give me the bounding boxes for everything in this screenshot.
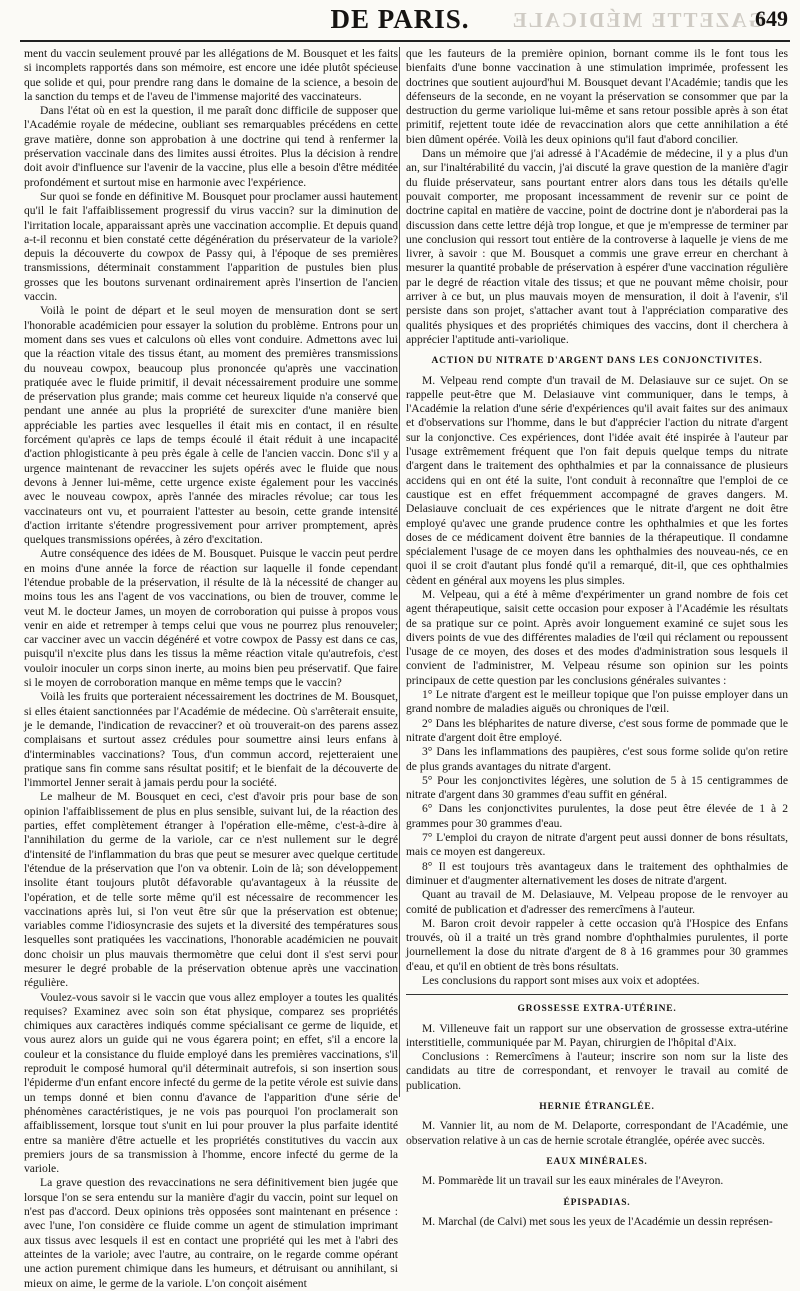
paragraph: Voilà les fruits que porteraient nécessairement les doctrines de M. Bousquet, si elles étaient sanctionnées par l'Académie de médecine. Où s'arrêterait ensuite, je le demande, l'indication de revacciner? et où trouverait-on des parens assez complaisans et surtout assez crédules pour soumettre ainsi leurs enfans à d'interminables vaccinations? Tous, d'un commun accord, rejetteraient une pratique sans fin comme sans résultat positif; et le bienfait de la découverte de l'immortel Jenner serait à jamais perdu pour la société. [24,690,398,790]
conclusion-item: 1° Le nitrate d'argent est le meilleur topique que l'on puisse employer dans un grand nombre de maladies aiguës ou chroniques de l'œil. [406,688,788,716]
paragraph: M. Vannier lit, au nom de M. Delaporte, correspondant de l'Académie, une observation relative à un cas de hernie scrotale étranglée, opérée avec succès. [406,1119,788,1147]
left-column [24,47,398,1290]
column-separator [399,47,400,1097]
section-heading-eaux: EAUX MINÉRALES. [546,1156,648,1167]
bleed-through-text: GAZETTE MÉDICALE [510,8,765,32]
conclusion-item: 5° Pour les conjonctivites légères, une solution de 5 à 15 centigrammes de nitrate d'argent dans 30 grammes d'eau suffit en général. [406,773,788,802]
paragraph: Autre conséquence des idées de M. Bousquet. Puisque le vaccin peut perdre en moins d'une année la force de réaction sur laquelle il fonde cependant l'étendue probable de la préservation, il résulte de là la nécessité de changer au moins tous les ans l'agent de vos vaccinations, ou bien de trouver, comme le veut M. le docteur James, un moyen de corroboration qui puisse à propos vous venir en aide et retremper à temps celui que vous ne pourrez plus renouveler; car vacciner avec un vaccin dégénéré et votre cowpox de Passy est dans ce cas, puisqu'il n'excite plus dans les tissus la même réaction vitale qu'autrefois, c'est vouloir inoculer un corps sinon inerte, au moins bien peu préservatif. Que faire si le moyen de corroboration manque en même temps que le vaccin? [24,547,398,690]
paragraph: Quant au travail de M. Delasiauve, M. Velpeau propose de le renvoyer au comité de publication et d'adresser des remercîmens à l'auteur. [406,888,788,916]
page-title: DE PARIS. [330,4,470,34]
conclusion-item: 6° Dans les conjonctivites purulentes, la dose peut être élevée de 1 à 2 grammes pour 30 grammes d'eau. [406,802,788,830]
paragraph: M. Velpeau, qui a été à même d'expérimenter un grand nombre de fois cet agent thérapeutique, saisit cette occasion pour exposer à l'Académie les résultats de sa pratique sur ce point. Après avoir longuement examiné ce sujet sous les divers points de vue des différentes maladies de l'œil qui réclament ou repoussent l'usage de ce moyen, des doses et des modes d'administration sous lesquels il convient de l'administrer, M. Velpeau résume son opinion sur les points principaux de cette question par les conclusions générales suivantes : [406,587,788,687]
conclusion-item: 2° Dans les blépharites de nature diverse, c'est sous forme de pommade que le nitrate d'argent doit être employé. [406,716,788,744]
section-heading-hernie: HERNIE ÉTRANGLÉE. [539,1102,655,1113]
paragraph: La grave question des revaccinations ne sera définitivement bien jugée que lorsque l'on se sera entendu sur la manière d'agir du vaccin, point sur lequel on n'est pas d'accord. Deux opinions très opposées sont maintenant en présence : avec l'une, l'on considère ce fluide comme un agent de stimulation imprimant aux tissus avec lesquels il est en contact une propriété qui les met à l'abri des atteintes de la variole; avec l'autre, au contraire, on le regarde comme opérant une action purement chimique dans les humeurs, et détruisant ou annihilant, si mieux on aime, le germe de la variole. L'on conçoit aisément [24,1176,398,1290]
page-header [0,0,800,44]
right-column [406,47,788,1228]
paragraph: M. Velpeau rend compte d'un travail de M. Delasiauve sur ce sujet. On se rappelle peut-être que M. Delasiauve vint communiquer, dans le temps, à l'Académie la relation d'une série d'expériences qu'il avait faites sur des animaux et d'observations sur l'homme, dans le but d'apprécier l'action du nitrate d'argent sur la conjonctive. Ces expériences, dont l'idée avait été inspirée à l'auteur par l'usage extrêmement fréquent que l'on fait depuis quelque temps du nitrate d'argent dans le traitement des ophthalmies et par la connaissance de plusieurs accidens qui en ont été la suite, l'ont conduit à reconnaître que l'emploi de ce caustique est en effet fréquemment accompagné de graves dangers. M. Delasiauve concluait de ces expériences que le nitrate d'argent ne doit être employé qu'avec une grande prudence contre les ophthalmies et que les fortes doses de ce médicament doivent être bannies de la thérapeutique. Il condamne spécialement l'usage de ce moyen dans les ophthalmies des nouveau-nés, ce en quoi il se croit d'autant plus fondé qu'il a remarqué, dit-il, que ces ophthalmies cèdent en général aux moyens les plus simples. [406,373,788,587]
paragraph: Voulez-vous savoir si le vaccin que vous allez employer a toutes les qualités requises? Examinez avec soin son état physique, comparez ses propriétés chimiques aux caractères indiqués comme spécialisant ce germe de liquide, et vous aurez alors un guide qui ne vous égarera point; en effet, s'il a encore la couleur et la consistance du fluide employé dans les premières vaccinations, s'il reproduit le composé humoral qu'il déterminait autrefois, si son insertion sous l'épiderme d'un enfant encore infecté du germe de la petite vérole est suivie dans un temps donné et bien connu d'avance de l'apparition d'une série de phénomènes caractéristiques, je ne vois pas pourquoi l'on proclamerait son affaiblissement, lorsque tout s'unit en lui pour prouver la plus parfaite identité entre sa manière d'être actuelle et les propriétés constitutives du vaccin aux premiers jours de sa transmission à l'homme, encore infecté du germe de la variole. [24,990,398,1176]
paragraph: Sur quoi se fonde en définitive M. Bousquet pour proclamer aussi hautement qu'il le fait l'affaiblissement progressif du virus vaccin? sur la diminution de l'irritation locale, apparaissant après une vaccination accomplie. Et depuis quand a-t-il reconnu et bien constaté cette dégénération du préservateur de la variole? depuis la découverte du cowpox de Passy qui, à l'époque de ses premières transmissions, déterminait constamment l'apparition de pustules bien plus grosses que les boutons survenant ordinairement après l'insertion de l'ancien vaccin. [24,189,398,304]
header-rule [20,40,790,42]
section-rule [406,994,788,995]
paragraph: Dans l'état où en est la question, il me paraît donc difficile de supposer que l'Académie royale de médecine, oubliant ses remarquables précédens en cette grave matière, donne son approbation à une doctrine qui tend à renfermer la préservation vaccinale dans des limites aussi étroites. Plus la décision à rendre doit avoir d'influence sur l'avenir de la vaccine, plus elle a besoin d'être méditée profondément et surtout mise en harmonie avec l'expérience. [24,104,398,189]
conclusion-item: 8° Il est toujours très avantageux dans le traitement des ophthalmies de diminuer et d'augmenter alternativement les doses de nitrate d'argent. [406,859,788,887]
paragraph: ment du vaccin seulement prouvé par les allégations de M. Bousquet et les faits si incomplets rapportés dans son mémoire, est encore une idée plutôt spécieuse que solide et qui, pour prendre rang dans le domaine de la science, a besoin de la sanction du temps et de l'aveu de l'immense majorité des vaccinateurs. [24,47,398,103]
paragraph: Voilà le point de départ et le seul moyen de mensuration dont se sert l'honorable académicien pour essayer la solution du problème. Entrons pour un moment dans ses vues et calculons où elles vont conduire. Admettons avec lui que la réaction vitale des tissus étant, au moment des premières transmissions du nouveau cowpox, beaucoup plus prononcée qu'après une vaccination pratiquée avec le fluide primitif, il devait nécessairement produire une somme de préservation plus grande; mais comme cet heureux liquide n'a conservé que pendant une année au plus la propriété de surexciter d'une manière bien appréciable les parties avec lesquelles il était mis en contact, il en résulte forcément qu'après ce laps de temps écoulé il était réduit à une incapacité d'action phlogisticante à peu près égale à celle de l'ancien vaccin. Donc s'il y a urgence maintenant de revacciner les sujets opérés avec le fluide que nous devons à Jenner lui-même, cette urgence existe également pour les vaccinés avec le nouveau cowpox, après l'année des miracles révolue; car tous les vaccinateurs ont vu, et pourraient l'attester au besoin, cette grande intensité d'action irritante s'étendre progressivement pour arriver promptement, après quelques transmissions opérées, à zéro d'excitation. [24,304,398,547]
section-heading-nitrate: ACTION DU NITRATE D'ARGENT DANS LES CONJONCTIVITES. [431,356,763,367]
conclusion-item: 7° L'emploi du crayon de nitrate d'argent peut aussi donner de bons résultats, mais ce moyen est dangereux. [406,831,788,859]
paragraph: M. Pommarède lit un travail sur les eaux minérales de l'Aveyron. [422,1174,724,1188]
conclusion-item: 3° Dans les inflammations des paupières, c'est sous forme solide qu'on retire de plus grands avantages du nitrate d'argent. [406,745,788,773]
section-heading-epispadias: ÉPISPADIAS. [563,1197,631,1208]
paragraph: Le malheur de M. Bousquet en ceci, c'est d'avoir pris pour base de son opinion l'affaiblissement de plus en plus sensible, suivant lui, de la réaction des parties, effet complètement étranger à l'opération elle-même, c'est-à-dire à l'annihilation du germe de la variole, car ce n'est nullement sur le degré d'intensité de l'inflammation du bras que peut se mesurer avec quelque certitude l'étendue de la préservation que l'on va obtenir. Loin de là; son développement insolite étant toujours plutôt défavorable qu'avantageux à la réussite de l'opération, et de telle sorte même qu'il est nécessaire de recommencer les vaccinations après lui, si l'on veut être sûr que la préservation est obtenue; variables comme l'idiosyncrasie des sujets et la diversité des températures sous lesquelles sont pratiquées les vaccinations, l'honorable académicien ne pouvait donc choisir un plus mauvais thermomètre que celui dont il s'est servi pour mesurer le degré probable de la préservation obtenue après une vaccination régulière. [24,790,398,990]
page-number: 649 [755,6,788,31]
paragraph: M. Villeneuve fait un rapport sur une observation de grossesse extra-utérine interstitielle, communiquée par M. Payan, chirurgien de l'hôpital d'Aix. [406,1021,788,1049]
paragraph: Les conclusions du rapport sont mises aux voix et adoptées. [422,974,700,987]
paragraph: M. Baron croit devoir rappeler à cette occasion qu'à l'Hospice des Enfans trouvés, où il a traité un très grand nombre d'ophthalmies purulentes, il porte journellement la dose du nitrate d'argent de 8 à 16 grammes pour 30 grammes d'eau, et qu'il en obtient de très bons résultats. [406,916,788,973]
paragraph: M. Marchal (de Calvi) met sous les yeux de l'Académie un dessin représen- [422,1214,773,1228]
paragraph: Conclusions : Remercîmens à l'auteur; inscrire son nom sur la liste des candidats au titre de correspondant, et renvoyer le travail au comité de publication. [406,1050,788,1092]
section-heading-grossesse: GROSSESSE EXTRA-UTÉRINE. [517,1004,677,1015]
paragraph: que les fauteurs de la première opinion, bornant comme ils le font tous les bienfaits d'une bonne vaccination à une stimulation imprimée, professent les doctrines que soutient aujourd'hui M. Bousquet devant l'Académie; tandis que les défenseurs de la seconde, en ne voyant la préservation se consommer que par la destruction du germe variolique lui-même et sans retour possible après à son état primitif, rejettent toute idée de revaccination alors que cette annihilation a été bien dûment opérée. Voilà les deux opinions qu'il faut d'abord concilier. [406,47,788,146]
paragraph: Dans un mémoire que j'ai adressé à l'Académie de médecine, il y a plus d'un an, sur l'inaltérabilité du vaccin, j'ai discuté la grave question de la manière d'agir du fluide préservateur, sans pourtant entrer alors dans tous les détails qu'elle pouvait comporter, me proposant incessamment de revenir sur ce point de doctrine capital en matière de vaccine, point de doctrine dont je n'aborderai pas la discussion dans cette lettre déjà trop longue, et que je m'empresse de terminer par une conclusion qui ressort tout entière de la controverse à laquelle je viens de me livrer, à savoir : que M. Bousquet a commis une grave erreur en cherchant à mesurer la quantité probable de préservation à espérer d'une vaccination régulière par le degré de réaction vitale des tissus; et que ne pouvant même choisir, pour arriver à ce but, un plus mauvais moyen de mensuration, il doit à l'avenir, s'il persiste dans son projet, s'attacher avant tout à l'appréciation comparative des qualités physiques et des propriétés chimiques des vaccins, dont il cherchera à apprécier l'aptitude anti-variolique. [406,147,788,346]
